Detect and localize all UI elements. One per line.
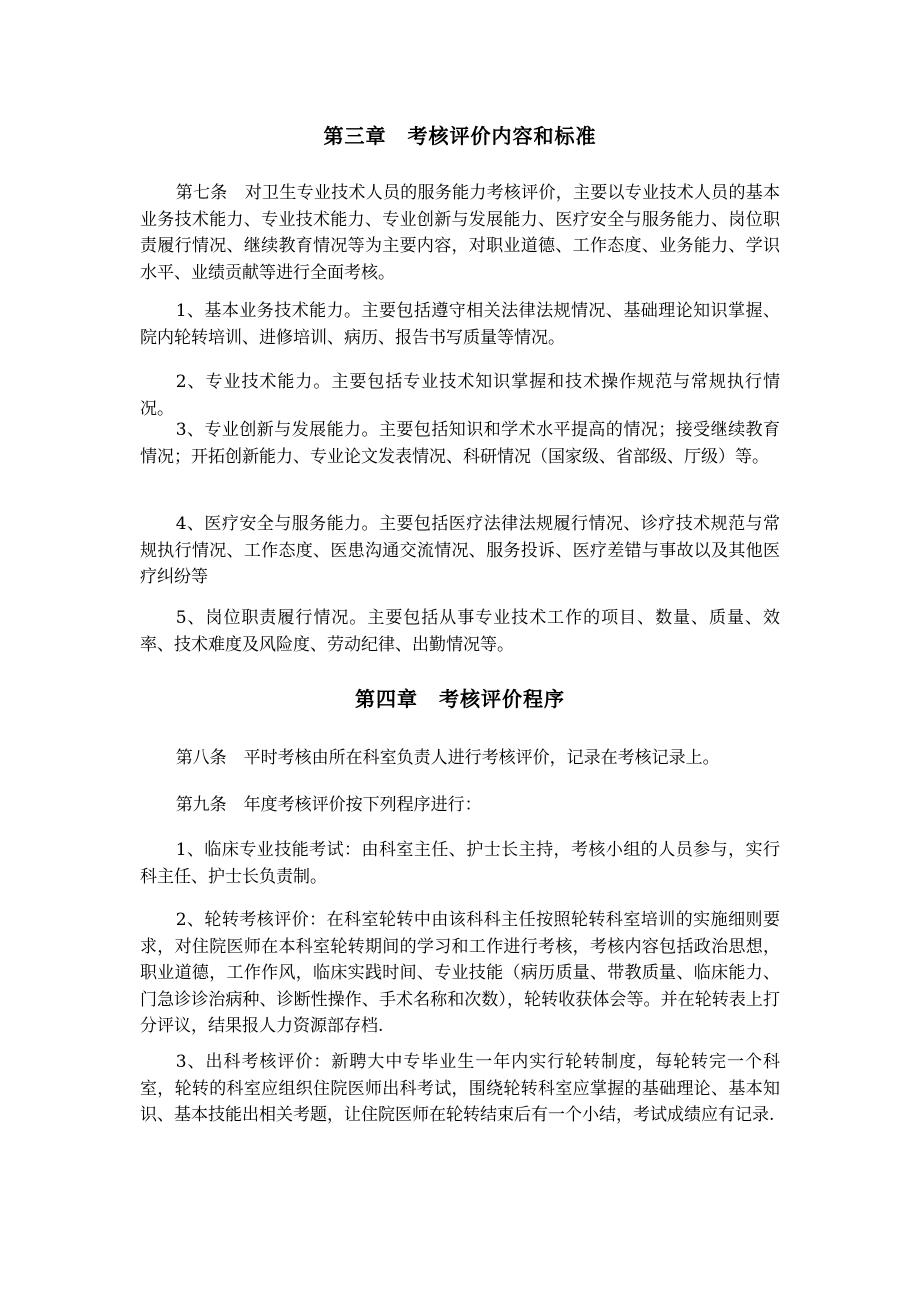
chapter-3-heading: 第三章 考核评价内容和标准 xyxy=(323,124,597,148)
item-1-paragraph: 1、基本业务技术能力。主要包括遵守相关法律法规情况、基础理论知识掌握、院内轮转培训、进修培训、病历、报告书写质量等情况。 xyxy=(140,301,780,348)
step-2-paragraph: 2、轮转考核评价：在科室轮转中由该科科主任按照轮转科室培训的实施细则要求，对住院医师在本科室轮转期间的学习和工作进行考核，考核内容包括政治思想，职业道德，工作作风，临床实践时间、专业技能（病历质量、带教质量、临床能力、门急诊诊治病种、诊断性操作、手术名称和次数），轮转收获体会等。并在轮转表上打分评议，结果报人力资源部存档. xyxy=(140,910,780,1036)
item-3-paragraph: 3、专业创新与发展能力。主要包括知识和学术水平提高的情况；接受继续教育情况；开拓创新能力、专业论文发表情况、科研情况（国家级、省部级、厅级）等。 xyxy=(140,420,780,467)
article-7-paragraph: 第七条 对卫生专业技术人员的服务能力考核评价，主要以专业技术人员的基本业务技术能力、专业技术能力、专业创新与发展能力、医疗安全与服务能力、岗位职责履行情况、继续教育情况等为主要内容，对职业道德、工作态度、业务能力、学识水平、业绩贡献等进行全面考核。 xyxy=(140,183,780,283)
item-4-paragraph: 4、医疗安全与服务能力。主要包括医疗法律法规履行情况、诊疗技术规范与常规执行情况、工作态度、医患沟通交流情况、服务投诉、医疗差错与事故以及其他医疗纠纷等 xyxy=(140,514,780,587)
article-8-paragraph: 第八条 平时考核由所在科室负责人进行考核评价，记录在考核记录上。 xyxy=(175,748,720,768)
item-2-paragraph: 2、专业技术能力。主要包括专业技术知识掌握和技术操作规范与常规执行情况。 xyxy=(140,372,780,419)
article-9-paragraph: 第九条 年度考核评价按下列程序进行： xyxy=(175,795,482,815)
step-3-paragraph: 3、出科考核评价：新聘大中专毕业生一年内实行轮转制度，每轮转完一个科室，轮转的科室应组织住院医师出科考试，围绕轮转科室应掌握的基础理论、基本知识、基本技能出相关考题，让住院医师在轮转结束后有一个小结，考试成绩应有记录. xyxy=(140,1052,780,1125)
chapter-4-heading: 第四章 考核评价程序 xyxy=(355,687,565,711)
item-5-paragraph: 5、岗位职责履行情况。主要包括从事专业技术工作的项目、数量、质量、效率、技术难度及风险度、劳动纪律、出勤情况等。 xyxy=(140,608,780,655)
step-1-paragraph: 1、临床专业技能考试：由科室主任、护士长主持，考核小组的人员参与，实行科主任、护士长负责制。 xyxy=(140,840,780,887)
